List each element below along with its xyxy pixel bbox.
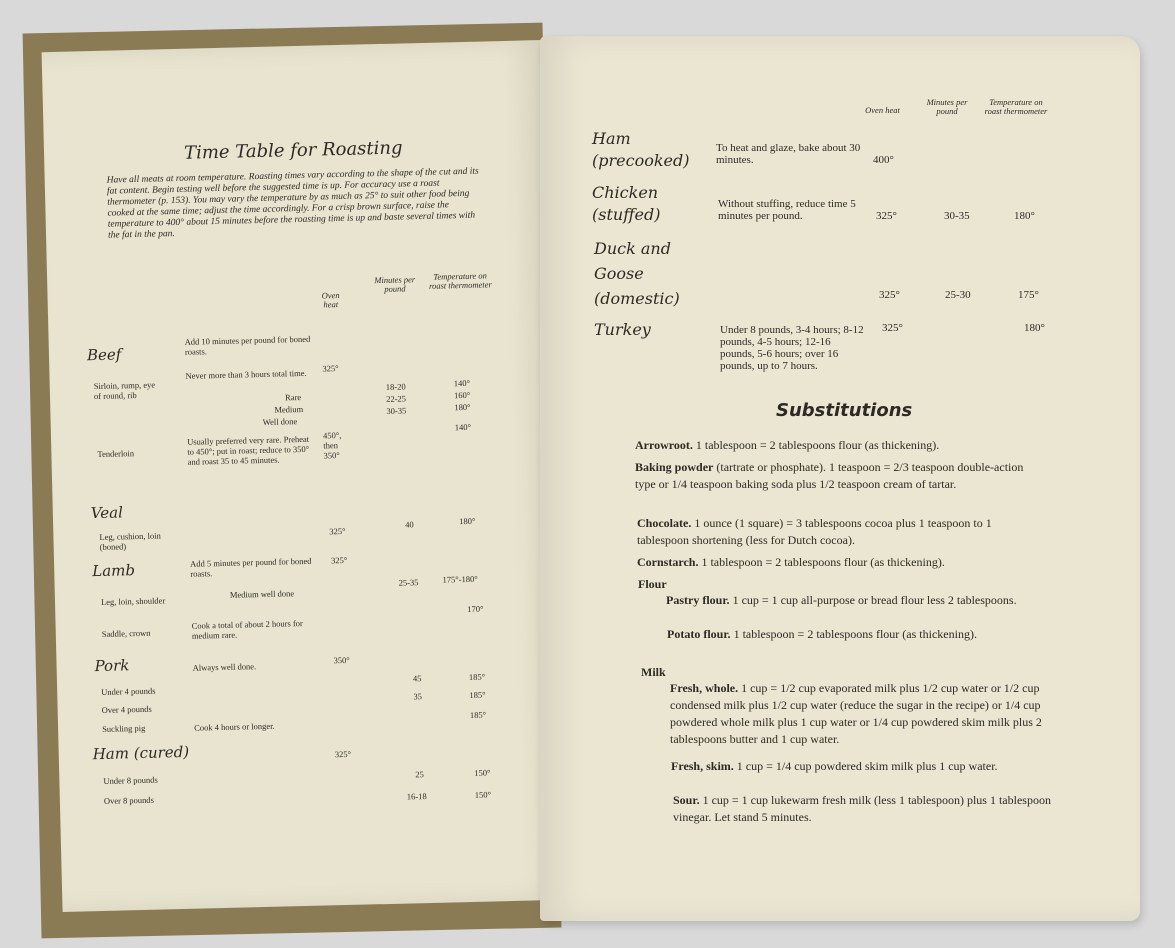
- sub-arrowroot-value: 1 tablespoon = 2 tablespoons flour (as thickening).: [695, 438, 940, 452]
- pork-under: Under 4 pounds: [101, 685, 156, 697]
- ham-cured-label: Ham (cured): [92, 742, 190, 764]
- sub-milk-fresh-skim: [671, 758, 1056, 775]
- sub-pastry-value: 1 cup = 1 cup all-purpose or bread flour less 2 tablespoons.: [732, 593, 1017, 607]
- left-page: [42, 40, 563, 912]
- ham-precooked-oven: 400°: [873, 154, 894, 166]
- lamb-saddle: Saddle, crown: [101, 627, 151, 639]
- pork-under-min: 45: [412, 673, 422, 684]
- sub-skim-key: Fresh, skim.: [671, 759, 734, 773]
- sub-potato-key: Potato flour.: [667, 627, 731, 641]
- col-oven-heat-right: Oven heat: [865, 105, 900, 115]
- sub-cornstarch-key: Cornstarch.: [637, 555, 699, 569]
- duck-goose-minutes: 25-30: [945, 289, 971, 301]
- sub-chocolate-value: 1 ounce (1 square) = 3 tablespoons cocoa plus 1 teaspoon to 1 tablespoon shortening (less for Dutch cocoa).: [637, 516, 992, 547]
- veal-label: Veal: [90, 503, 124, 523]
- beef-sirloin: Sirloin, rump, eye of round, rib: [93, 379, 156, 402]
- chicken-note: Without stuffing, reduce time 5 minutes per pound.: [718, 198, 856, 222]
- pork-note: Always well done.: [192, 661, 257, 673]
- sub-milk-heading: [641, 664, 666, 681]
- sub-cornstarch: [637, 554, 1037, 571]
- beef-sirloin-note: Never more than 3 hours total time.: [185, 367, 307, 381]
- lamb-saddle-note: Cook a total of about 2 hours for medium rare.: [191, 618, 303, 641]
- pork-label: Pork: [94, 656, 130, 676]
- chicken-minutes: 30-35: [944, 210, 970, 222]
- beef-tenderloin: Tenderloin: [97, 448, 135, 459]
- ham-cured-under-min: 25: [415, 769, 424, 780]
- beef-min-rare: 18-20: [385, 381, 406, 392]
- pork-under-temp: 185°: [468, 671, 486, 682]
- pork-over: Over 4 pounds: [101, 703, 152, 715]
- lamb-leg-temp: 175°-180°: [442, 573, 478, 585]
- turkey-oven: 325°: [882, 322, 903, 334]
- veal-leg: Leg, cushion, loin (boned): [99, 530, 161, 552]
- beef-label: Beef: [86, 345, 122, 365]
- beef-rare: Rare: [284, 391, 302, 403]
- beef-min-medium: 22-25: [386, 393, 407, 404]
- duck-goose-oven: 325°: [879, 289, 900, 301]
- roasting-intro: Have all meats at room temperature. Roasting times vary according to the shape of the cut and its fat content. Begin testing well before the suggested time is up. For accuracy use a roast thermometer (p. 153). You may vary the temperature by as much as 25° to suit other food being cooked at the same time; adjust the time accordingly. For a crisp brown surface, raise the temperature to 400° about 15 minutes before the roasting time is up and baste several times with the fat in the pan.: [106, 166, 479, 241]
- sub-potato-flour: [667, 626, 1042, 643]
- sub-baking-powder: [635, 459, 1035, 493]
- beef-tenderloin-temp: 140°: [454, 421, 472, 433]
- sub-pastry-key: Pastry flour.: [666, 593, 730, 607]
- duck-goose-label: Duck and Goose (domestic): [594, 239, 680, 308]
- col-minutes-per-pound-right: Minutes per pound: [926, 97, 968, 116]
- sub-milk-sour: [673, 792, 1058, 826]
- sub-skim-value: 1 cup = 1/4 cup powdered skim milk plus 1 cup water.: [736, 759, 998, 773]
- sub-potato-value: 1 tablespoon = 2 tablespoons flour (as thickening).: [733, 627, 977, 641]
- sub-baking-powder-key: Baking powder: [635, 460, 714, 474]
- lamb-leg-minutes: 25-35: [398, 577, 419, 588]
- ham-cured-under-temp: 150°: [474, 767, 491, 778]
- pork-over-temp: 185°: [469, 689, 486, 700]
- ham-cured-under: Under 8 pounds: [103, 774, 158, 786]
- sub-fresh-key: Fresh, whole.: [670, 681, 739, 695]
- beef-oven: 325°: [322, 363, 339, 374]
- duck-goose-temp: 175°: [1018, 289, 1039, 301]
- lamb-saddle-temp: 170°: [467, 603, 484, 614]
- sub-flour-heading: [638, 576, 667, 593]
- beef-well: Well done: [262, 416, 298, 427]
- sub-milk-key: Milk: [641, 665, 666, 679]
- sub-arrowroot-key: Arrowroot.: [635, 438, 693, 452]
- col-oven-heat: Oven heat: [321, 290, 340, 310]
- sub-flour-key: Flour: [638, 577, 667, 591]
- right-page: [540, 36, 1140, 921]
- col-minutes-per-pound: Minutes per pound: [374, 274, 416, 294]
- turkey-note: Under 8 pounds, 3-4 hours; 8-12 pounds, 4-5 hours; 12-16 pounds, 5-6 hours; over 16 pounds, up to 7 hours.: [720, 324, 864, 372]
- sub-fresh-value: 1 cup = 1/2 cup evaporated milk plus 1/2 cup water or 1/2 cup condensed milk plus 1/2 cup water (reduce the sugar in the recipe) or 1/4 cup powdered whole milk plus 1 cup water or 1/4 cup powdered skim milk plus 2 tablespoons butter and 1 cup water.: [670, 681, 1042, 746]
- lamb-label: Lamb: [92, 561, 136, 581]
- chicken-oven: 325°: [876, 210, 897, 222]
- sub-sour-value: 1 cup = 1 cup lukewarm fresh milk (less 1 tablespoon) plus 1 tablespoon vinegar. Let stand 5 minutes.: [673, 793, 1051, 824]
- lamb-note: Add 5 minutes per pound for boned roasts.: [189, 555, 312, 579]
- ham-cured-over: Over 8 pounds: [103, 794, 155, 806]
- ham-cured-oven: 325°: [334, 748, 352, 760]
- sub-sour-key: Sour.: [673, 793, 700, 807]
- beef-min-well: 30-35: [386, 405, 407, 416]
- pork-oven: 350°: [333, 654, 350, 666]
- beef-note: Add 10 minutes per pound for boned roasts.: [184, 333, 311, 357]
- pork-suckling-temp: 185°: [469, 709, 487, 720]
- sub-cornstarch-value: 1 tablespoon = 2 tablespoons flour (as thickening).: [701, 555, 945, 569]
- beef-temp-rare: 140°: [453, 377, 471, 389]
- beef-tenderloin-oven: 450°, then 350°: [322, 430, 342, 461]
- sub-arrowroot: [635, 437, 1035, 454]
- col-temperature: Temperature on roast thermometer: [428, 270, 492, 291]
- veal-minutes: 40: [405, 519, 414, 530]
- beef-temp-medium: 160°: [453, 389, 471, 401]
- ham-cured-over-min: 16-18: [406, 791, 427, 802]
- sub-pastry-flour: [666, 592, 1041, 609]
- col-temperature-right: Temperature on roast thermometer: [984, 97, 1048, 116]
- turkey-label: Turkey: [594, 320, 651, 339]
- pork-suckling-note: Cook 4 hours or longer.: [193, 720, 275, 733]
- turkey-temp: 180°: [1024, 322, 1045, 334]
- left-page-title: Time Table for Roasting: [183, 137, 403, 164]
- sub-baking-powder-value: (tartrate or phosphate). 1 teaspoon = 2/3 teaspoon double-action type or 1/4 teaspoon baking soda plus 1/2 teaspoon cream of tartar.: [635, 460, 1024, 491]
- lamb-leg: Leg, loin, shoulder: [100, 595, 166, 607]
- beef-medium: Medium: [274, 403, 304, 415]
- chicken-label: Chicken (stuffed): [592, 183, 661, 224]
- pork-suckling: Suckling pig: [101, 722, 146, 734]
- sub-chocolate: [637, 515, 1037, 549]
- sub-milk-fresh-whole: [670, 680, 1055, 748]
- lamb-leg-note: Medium well done: [229, 588, 295, 600]
- ham-precooked-note: To heat and glaze, bake about 30 minutes.: [716, 142, 861, 166]
- ham-precooked-label: Ham (precooked): [592, 129, 690, 170]
- veal-oven: 325°: [329, 525, 346, 537]
- beef-tenderloin-note: Usually preferred very rare. Preheat to 450°; put in roast; reduce to 350° and roast 35 to 45 minutes.: [187, 433, 310, 467]
- ham-cured-over-temp: 150°: [474, 789, 492, 800]
- lamb-oven: 325°: [330, 554, 348, 566]
- substitutions-title: Substitutions: [776, 400, 913, 421]
- sub-chocolate-key: Chocolate.: [637, 516, 692, 530]
- veal-temp: 180°: [459, 515, 476, 527]
- chicken-temp: 180°: [1014, 210, 1035, 222]
- pork-over-min: 35: [413, 691, 423, 702]
- beef-temp-well: 180°: [454, 401, 471, 413]
